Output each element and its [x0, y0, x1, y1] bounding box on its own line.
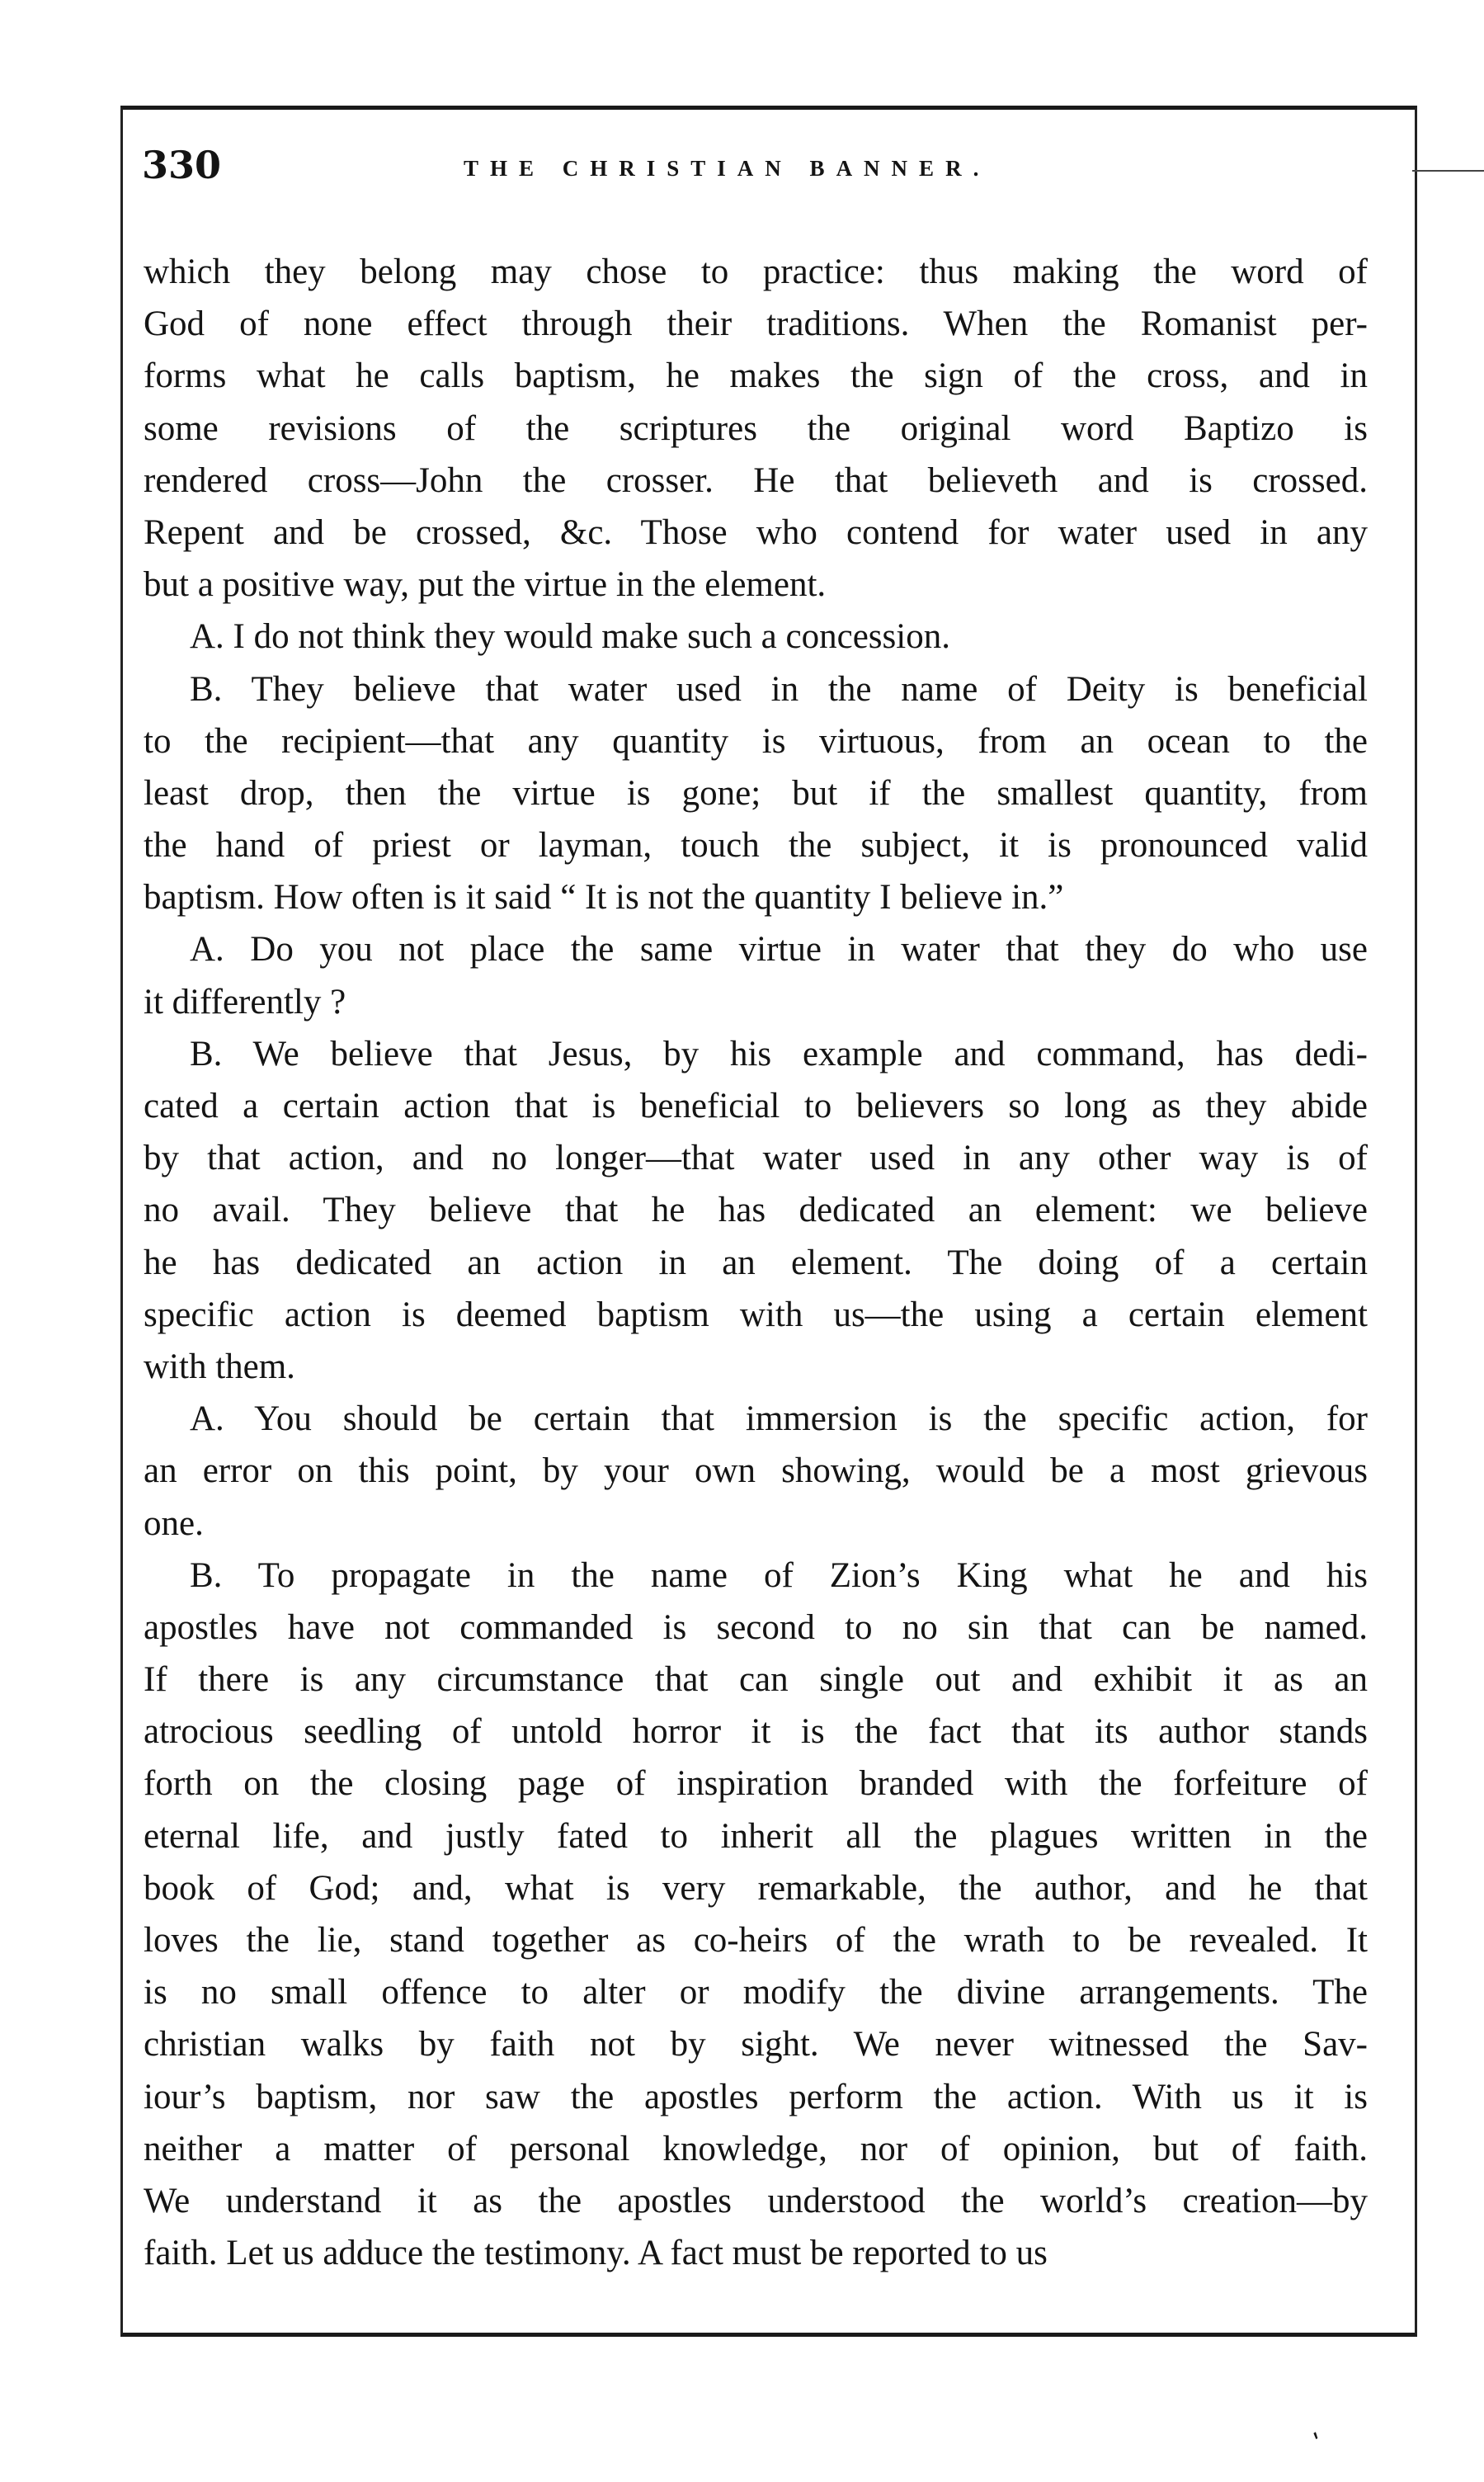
text-line: B. They believe that water used in the name of Deity is beneficial	[190, 669, 1368, 709]
text-line: iour’s baptism, nor saw the apostles perform the action. With us it is	[144, 2077, 1368, 2116]
text-line: faith. Let us adduce the testimony. A fact must be reported to us	[144, 2234, 1048, 2273]
text-line: which they belong may chose to practice: thus making the word of	[144, 252, 1368, 291]
text-line: atrocious seedling of untold horror it is the fact that its author stands	[144, 1712, 1368, 1752]
text-line: to the recipient—that any quantity is virtuous, from an ocean to the	[144, 721, 1368, 761]
text-line: baptism. How often is it said “ It is not the quantity I believe in.”	[144, 878, 1064, 918]
text-line: some revisions of the scriptures the original word Baptizo is	[144, 408, 1368, 448]
text-line: the hand of priest or layman, touch the subject, it is pronounced valid	[144, 826, 1368, 866]
running-head	[142, 140, 1379, 190]
text-line: If there is any circumstance that can single out and exhibit it as an	[144, 1660, 1368, 1700]
text-line: cated a certain action that is beneficial to believers so long as they abide	[144, 1087, 1368, 1125]
text-line: B. To propagate in the name of Zion’s King what he and his	[190, 1555, 1368, 1595]
text-line: is no small offence to alter or modify the divine arrangements. The	[144, 1973, 1368, 2012]
page-number: 330	[142, 143, 222, 187]
text-line: eternal life, and justly fated to inherit all the plagues written in the	[144, 1816, 1368, 1856]
text-line: no avail. They believe that he has dedicated an element: we believe	[144, 1191, 1368, 1230]
text-line: apostles have not commanded is second to no sin that can be named.	[144, 1607, 1368, 1647]
text-line: with them.	[144, 1347, 295, 1386]
dialogue-text-block	[144, 246, 1368, 2279]
text-line: God of none effect through their traditions. When the Romanist per-	[144, 304, 1368, 344]
text-line: Repent and be crossed, &c. Those who contend for water used in any	[144, 512, 1368, 552]
running-title: THE CHRISTIAN BANNER.	[464, 156, 991, 181]
text-line: A. You should be certain that immersion is the specific action, for	[190, 1399, 1368, 1439]
text-line: loves the lie, stand together as co-heirs of the wrath to be revealed. It	[144, 1921, 1368, 1960]
text-line: A. I do not think they would make such a concession.	[190, 617, 950, 657]
text-line: least drop, then the virtue is gone; but if the smallest quantity, from	[144, 773, 1368, 813]
text-line: A. Do you not place the same virtue in water that they do who use	[190, 930, 1368, 970]
text-line: specific action is deemed baptism with us—the using a certain element	[144, 1295, 1368, 1334]
text-line: it differently ?	[144, 982, 346, 1022]
text-line: one.	[144, 1503, 204, 1543]
text-line: We understand it as the apostles understood the world’s creation—by	[144, 2181, 1368, 2220]
text-line: but a positive way, put the virtue in the element.	[144, 565, 827, 605]
header-rule	[1412, 170, 1484, 172]
text-line: rendered cross—John the crosser. He that believeth and is crossed.	[144, 460, 1368, 500]
text-line: an error on this point, by your own showing, would be a most grievous	[144, 1451, 1368, 1491]
stray-ink-mark: ʹ	[1309, 2428, 1331, 2459]
text-line: he has dedicated an action in an element. The doing of a certain	[144, 1243, 1368, 1282]
text-line: B. We believe that Jesus, by his example and command, has dedi-	[190, 1034, 1368, 1073]
text-line: forth on the closing page of inspiration branded with the forfeiture of	[144, 1764, 1368, 1804]
text-line: book of God; and, what is very remarkable, the author, and he that	[144, 1868, 1368, 1908]
text-line: christian walks by faith not by sight. We never witnessed the Sav-	[144, 2025, 1368, 2064]
text-line: by that action, and no longer—that water used in any other way is of	[144, 1139, 1368, 1178]
text-line: forms what he calls baptism, he makes the sign of the cross, and in	[144, 356, 1368, 396]
text-line: neither a matter of personal knowledge, nor of opinion, but of faith.	[144, 2129, 1368, 2168]
